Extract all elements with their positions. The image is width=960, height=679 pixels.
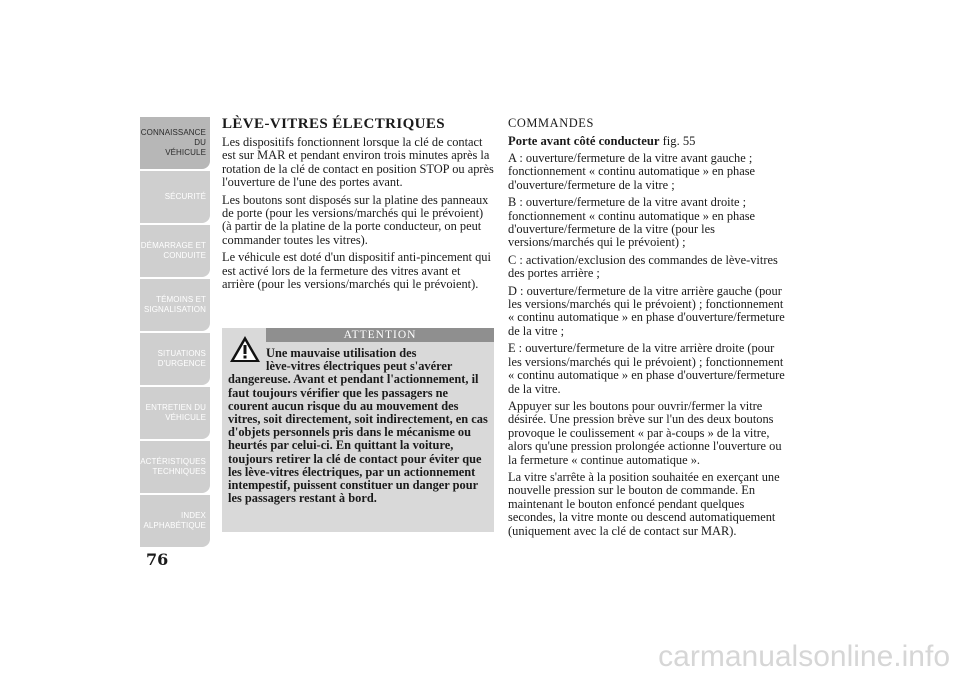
command-item: B : ouverture/fermeture de la vitre avant droite ; fonctionnement « continu automatique » en phase d'ouverture/fermeture de la vitre (pour les versions/marchés qui le prévoient) ; [508, 195, 756, 250]
tab-caracteristiques-techniques[interactable] [123, 441, 210, 493]
commands-title: COMMANDES [508, 116, 594, 130]
paragraph: Appuyer sur les boutons pour ouvrir/fermer la vitre désirée. Une pression brève sur l'un des deux boutons provoque le coulissement « par à-coups » de la vitre, alors qu'une pression prolongée actionne l'ouverture ou la fermeture « continue automatique ». [508, 398, 782, 467]
tab-securite[interactable] [140, 171, 210, 223]
tab-label: INDEX ALPHABÉTIQUE [143, 511, 206, 530]
tab-label: SÉCURITÉ [164, 192, 206, 201]
paragraph: Les boutons sont disposés sur la platine des panneaux de porte (pour les versions/marchés qui le prévoient) (à partir de la platine de la porte conducteur, on peut commander toutes les vitres). [222, 192, 489, 247]
paragraph: La vitre s'arrête à la position souhaitée en exerçant une nouvelle pression sur le bouton de commande. En maintenant le bouton enfoncé pendant quelques secondes, la vitre monte ou descend automatiquement (uniquement avec la clé de contact sur MAR). [508, 469, 780, 538]
tab-label: ENTRETIEN DU VÉHICULE [145, 403, 206, 422]
warning-body: dangereuse. Avant et pendant l'actionnement, il faut toujours vérifier que les passagers ne courent aucun risque du au mouvement des vitres, soit directement, soit indirectement, en cas d'objets personnels pris dans le mécanisme ou heurtés par celui-ci. En quittant la voiture, toujours retirer la clé de contact pour éviter que les lève-vitres électriques, par un actionnement intempestif, puissent constituer un danger pour les passagers restant à bord. [228, 372, 488, 506]
sub-heading [508, 134, 786, 149]
tab-temoins-et-signalisation[interactable] [140, 279, 210, 331]
figure-reference[interactable]: fig. 55 [659, 134, 696, 148]
command-item: E : ouverture/fermeture de la vitre arrière droite (pour les versions/marchés qui le prévoient) ; fonctionnement « continu automatique » en phase d'ouverture/fermeture de la vitre. [508, 341, 785, 396]
tab-situations-d-urgence[interactable] [140, 333, 210, 385]
tab-label: DÉMARRAGE ET CONDUITE [140, 241, 206, 260]
page-number: 76 [146, 550, 169, 569]
tab-label: CARACTÉRISTIQUES TECHNIQUES [123, 457, 206, 476]
command-item: A : ouverture/fermeture de la vitre avant gauche ; fonctionnement « continu automatique » en phase d'ouverture/fermeture de la vitre ; [508, 151, 756, 192]
tab-index-alphabetique[interactable] [140, 495, 210, 547]
watermark [580, 636, 956, 676]
tab-label: SITUATIONS D'URGENCE [157, 349, 206, 368]
tab-connaissance-du-vehicule[interactable] [140, 117, 210, 169]
warning-lead-line: Une mauvaise utilisation des [266, 346, 417, 360]
paragraph: Le véhicule est doté d'un dispositif anti-pincement qui est activé lors de la fermeture des vitres avant et arrière (pour les versions/marchés qui le prévoient). [222, 250, 491, 292]
chapter-tabs [123, 117, 210, 549]
command-item: C : activation/exclusion des commandes de lève-vitres des portes arrière ; [508, 252, 778, 281]
right-column [508, 116, 786, 542]
section-title: LÈVE-VITRES ÉLECTRIQUES [222, 116, 446, 132]
warning-lead-line: lève-vitres électriques peut s'avérer [266, 359, 453, 374]
warning-box [222, 328, 494, 532]
tab-entretien-du-vehicule[interactable] [140, 387, 210, 439]
tab-label: TÉMOINS ET SIGNALISATION [143, 295, 206, 314]
tab-demarrage-et-conduite[interactable] [140, 225, 210, 277]
command-item: D : ouverture/fermeture de la vitre arrière gauche (pour les versions/marchés qui le prévoient) ; fonctionnement « continu automatique » en phase d'ouverture/fermeture de la vitre ; [508, 283, 785, 338]
sub-heading-bold: Porte avant côté conducteur [508, 134, 660, 148]
warning-text [228, 347, 490, 505]
tab-label: CONNAISSANCE DU VÉHICULE [140, 128, 206, 157]
paragraph: Les dispositifs fonctionnent lorsque la clé de contact est sur MAR et pendant environ trois minutes après la rotation de la clé de contact en position STOP ou après l'ouverture de l'une des portes avant. [222, 135, 494, 190]
warning-header: ATTENTION [266, 328, 494, 342]
left-column [222, 116, 494, 295]
watermark-text: carmanualsonline.info [658, 640, 950, 673]
